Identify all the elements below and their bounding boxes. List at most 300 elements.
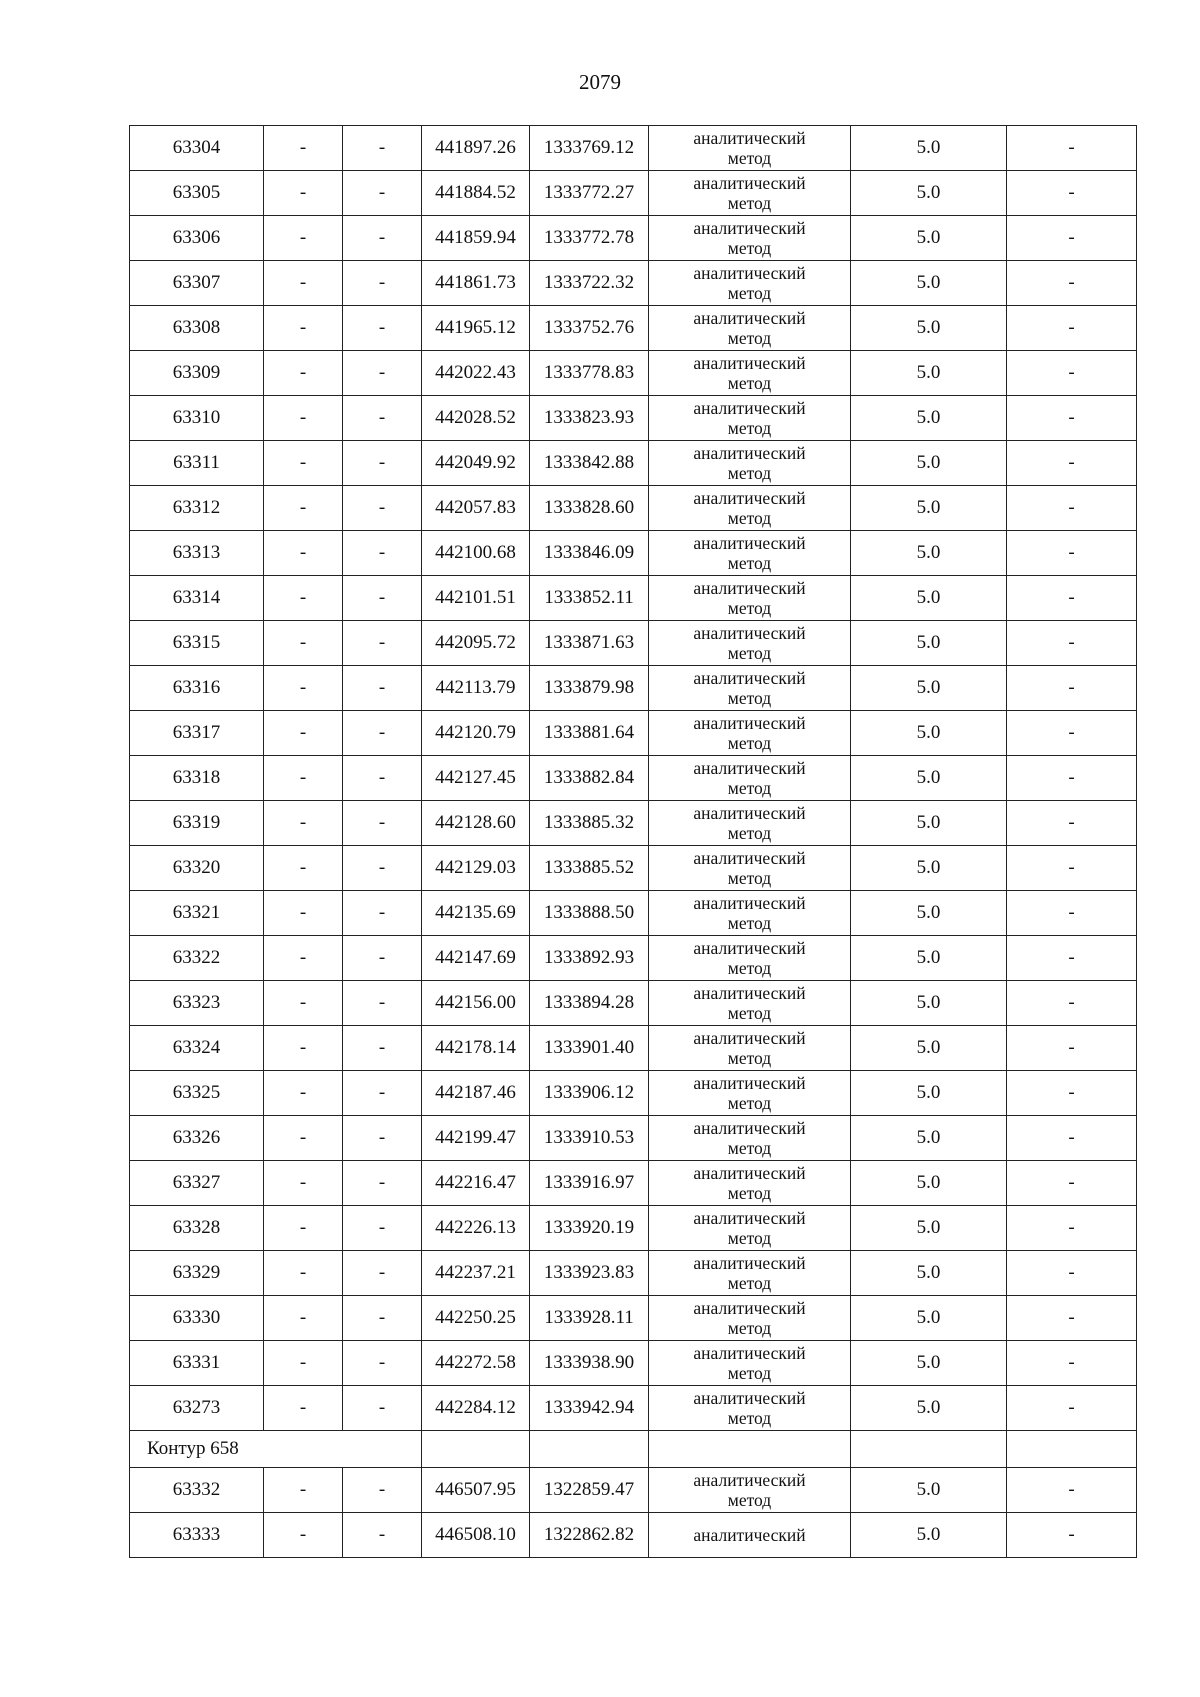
- empty-dash-cell: -: [264, 666, 343, 711]
- method-cell: [649, 756, 851, 801]
- point-number-cell: 63317: [130, 711, 264, 756]
- empty-dash-cell: -: [264, 216, 343, 261]
- x-coordinate-cell: 442028.52: [422, 396, 530, 441]
- method-line: аналитический: [693, 353, 806, 373]
- empty-dash-cell: -: [264, 936, 343, 981]
- x-coordinate-cell: 442095.72: [422, 621, 530, 666]
- y-coordinate-cell: 1333769.12: [530, 126, 649, 171]
- table-row: [130, 1251, 1137, 1296]
- method-line: аналитический: [693, 1163, 806, 1183]
- empty-dash-cell: -: [264, 1341, 343, 1386]
- accuracy-cell: 5.0: [851, 1386, 1007, 1431]
- empty-dash-cell: -: [1007, 1513, 1137, 1558]
- method-line: метод: [727, 1183, 772, 1203]
- y-coordinate-cell: 1333752.76: [530, 306, 649, 351]
- method-cell: [649, 261, 851, 306]
- method-line: аналитический: [693, 308, 806, 328]
- x-coordinate-cell: 442178.14: [422, 1026, 530, 1071]
- table-row: [130, 711, 1137, 756]
- y-coordinate-cell: 1333892.93: [530, 936, 649, 981]
- table-row: [130, 441, 1137, 486]
- table-row: [130, 621, 1137, 666]
- x-coordinate-cell: 442113.79: [422, 666, 530, 711]
- method-line: метод: [727, 1138, 772, 1158]
- empty-dash-cell: -: [343, 846, 422, 891]
- point-number-cell: 63333: [130, 1513, 264, 1558]
- method-line: аналитический: [693, 1118, 806, 1138]
- empty-dash-cell: -: [343, 306, 422, 351]
- y-coordinate-cell: 1333901.40: [530, 1026, 649, 1071]
- empty-dash-cell: -: [264, 891, 343, 936]
- method-cell: [649, 1513, 851, 1558]
- point-number-cell: 63316: [130, 666, 264, 711]
- x-coordinate-cell: 442250.25: [422, 1296, 530, 1341]
- empty-dash-cell: -: [264, 1071, 343, 1116]
- y-coordinate-cell: 1333906.12: [530, 1071, 649, 1116]
- method-line: аналитический: [693, 938, 806, 958]
- method-cell: [649, 891, 851, 936]
- method-line: аналитический: [693, 713, 806, 733]
- accuracy-cell: 5.0: [851, 306, 1007, 351]
- method-cell: [649, 216, 851, 261]
- y-coordinate-cell: 1333938.90: [530, 1341, 649, 1386]
- method-cell: [649, 1206, 851, 1251]
- point-number-cell: 63312: [130, 486, 264, 531]
- point-number-cell: 63318: [130, 756, 264, 801]
- accuracy-cell: 5.0: [851, 126, 1007, 171]
- y-coordinate-cell: 1333928.11: [530, 1296, 649, 1341]
- empty-dash-cell: -: [264, 531, 343, 576]
- method-line: метод: [727, 1408, 772, 1428]
- method-line: аналитический: [693, 668, 806, 688]
- empty-dash-cell: -: [343, 666, 422, 711]
- x-coordinate-cell: 442187.46: [422, 1071, 530, 1116]
- x-coordinate-cell: 446507.95: [422, 1468, 530, 1513]
- empty-cell: [1007, 1431, 1137, 1468]
- empty-dash-cell: -: [1007, 171, 1137, 216]
- y-coordinate-cell: 1322862.82: [530, 1513, 649, 1558]
- y-coordinate-cell: 1333879.98: [530, 666, 649, 711]
- empty-dash-cell: -: [264, 1251, 343, 1296]
- method-line: аналитический: [693, 1388, 806, 1408]
- empty-dash-cell: -: [343, 1513, 422, 1558]
- method-line: аналитический: [693, 398, 806, 418]
- empty-dash-cell: -: [1007, 1341, 1137, 1386]
- method-cell: [649, 576, 851, 621]
- table-row: [130, 531, 1137, 576]
- point-number-cell: 63328: [130, 1206, 264, 1251]
- empty-dash-cell: -: [1007, 351, 1137, 396]
- method-line: аналитический: [693, 1470, 806, 1490]
- point-number-cell: 63313: [130, 531, 264, 576]
- method-cell: [649, 441, 851, 486]
- empty-dash-cell: -: [1007, 1161, 1137, 1206]
- coordinates-table-body: [130, 126, 1137, 1558]
- empty-dash-cell: -: [264, 846, 343, 891]
- x-coordinate-cell: 442147.69: [422, 936, 530, 981]
- method-line: аналитический: [693, 263, 806, 283]
- empty-dash-cell: -: [343, 1468, 422, 1513]
- method-line: метод: [727, 193, 772, 213]
- method-line: метод: [727, 283, 772, 303]
- x-coordinate-cell: 442226.13: [422, 1206, 530, 1251]
- point-number-cell: 63319: [130, 801, 264, 846]
- method-cell: [649, 621, 851, 666]
- y-coordinate-cell: 1333882.84: [530, 756, 649, 801]
- method-cell: [649, 396, 851, 441]
- empty-dash-cell: -: [343, 531, 422, 576]
- empty-dash-cell: -: [343, 1161, 422, 1206]
- method-line: метод: [727, 148, 772, 168]
- empty-dash-cell: -: [264, 351, 343, 396]
- method-cell: [649, 486, 851, 531]
- empty-dash-cell: -: [343, 1116, 422, 1161]
- point-number-cell: 63323: [130, 981, 264, 1026]
- method-line: метод: [727, 598, 772, 618]
- empty-dash-cell: -: [1007, 1206, 1137, 1251]
- empty-dash-cell: -: [1007, 801, 1137, 846]
- point-number-cell: 63304: [130, 126, 264, 171]
- method-line: метод: [727, 733, 772, 753]
- empty-dash-cell: -: [264, 441, 343, 486]
- table-row: [130, 981, 1137, 1026]
- method-line: метод: [727, 553, 772, 573]
- method-line: аналитический: [693, 1028, 806, 1048]
- table-row: [130, 1071, 1137, 1116]
- empty-dash-cell: -: [343, 261, 422, 306]
- table-row: [130, 1206, 1137, 1251]
- method-line: аналитический: [693, 758, 806, 778]
- table-row: [130, 396, 1137, 441]
- table-row: [130, 1341, 1137, 1386]
- accuracy-cell: 5.0: [851, 1206, 1007, 1251]
- method-cell: [649, 1251, 851, 1296]
- accuracy-cell: 5.0: [851, 1116, 1007, 1161]
- method-line: аналитический: [693, 893, 806, 913]
- empty-dash-cell: -: [1007, 531, 1137, 576]
- y-coordinate-cell: 1333885.32: [530, 801, 649, 846]
- empty-dash-cell: -: [343, 1206, 422, 1251]
- x-coordinate-cell: 441884.52: [422, 171, 530, 216]
- empty-cell: [422, 1431, 530, 1468]
- y-coordinate-cell: 1333910.53: [530, 1116, 649, 1161]
- empty-dash-cell: -: [1007, 306, 1137, 351]
- empty-dash-cell: -: [264, 711, 343, 756]
- x-coordinate-cell: 442284.12: [422, 1386, 530, 1431]
- y-coordinate-cell: 1333772.78: [530, 216, 649, 261]
- x-coordinate-cell: 442100.68: [422, 531, 530, 576]
- x-coordinate-cell: 442135.69: [422, 891, 530, 936]
- empty-dash-cell: -: [264, 1513, 343, 1558]
- method-cell: [649, 1116, 851, 1161]
- method-cell: [649, 801, 851, 846]
- table-row: [130, 351, 1137, 396]
- empty-dash-cell: -: [1007, 1386, 1137, 1431]
- y-coordinate-cell: 1333894.28: [530, 981, 649, 1026]
- method-cell: [649, 1071, 851, 1116]
- empty-dash-cell: -: [264, 1468, 343, 1513]
- empty-dash-cell: -: [1007, 891, 1137, 936]
- empty-dash-cell: -: [343, 936, 422, 981]
- x-coordinate-cell: 442049.92: [422, 441, 530, 486]
- method-line: аналитический: [693, 443, 806, 463]
- table-row: [130, 1026, 1137, 1071]
- empty-dash-cell: -: [343, 711, 422, 756]
- empty-dash-cell: -: [264, 801, 343, 846]
- method-line: аналитический: [693, 623, 806, 643]
- empty-dash-cell: -: [264, 1161, 343, 1206]
- y-coordinate-cell: 1333888.50: [530, 891, 649, 936]
- y-coordinate-cell: 1333871.63: [530, 621, 649, 666]
- table-row: [130, 891, 1137, 936]
- point-number-cell: 63326: [130, 1116, 264, 1161]
- point-number-cell: 63325: [130, 1071, 264, 1116]
- method-line: аналитический: [693, 848, 806, 868]
- empty-dash-cell: -: [264, 1116, 343, 1161]
- method-cell: [649, 1026, 851, 1071]
- empty-dash-cell: -: [1007, 621, 1137, 666]
- empty-cell: [649, 1431, 851, 1468]
- accuracy-cell: 5.0: [851, 1161, 1007, 1206]
- empty-dash-cell: -: [264, 621, 343, 666]
- empty-dash-cell: -: [1007, 756, 1137, 801]
- method-cell: [649, 531, 851, 576]
- empty-dash-cell: -: [264, 306, 343, 351]
- x-coordinate-cell: 442272.58: [422, 1341, 530, 1386]
- accuracy-cell: 5.0: [851, 1251, 1007, 1296]
- empty-dash-cell: -: [264, 171, 343, 216]
- method-line: метод: [727, 1228, 772, 1248]
- x-coordinate-cell: 442216.47: [422, 1161, 530, 1206]
- method-cell: [649, 171, 851, 216]
- empty-dash-cell: -: [343, 621, 422, 666]
- method-line: метод: [727, 958, 772, 978]
- empty-dash-cell: -: [343, 1026, 422, 1071]
- empty-dash-cell: -: [1007, 486, 1137, 531]
- point-number-cell: 63324: [130, 1026, 264, 1071]
- accuracy-cell: 5.0: [851, 621, 1007, 666]
- method-line: аналитический: [693, 1343, 806, 1363]
- method-line: метод: [727, 1093, 772, 1113]
- x-coordinate-cell: 442120.79: [422, 711, 530, 756]
- accuracy-cell: 5.0: [851, 441, 1007, 486]
- method-line: метод: [727, 1273, 772, 1293]
- page-number: 2079: [579, 70, 621, 94]
- point-number-cell: 63322: [130, 936, 264, 981]
- table-row: [130, 576, 1137, 621]
- table-row: [130, 1468, 1137, 1513]
- accuracy-cell: 5.0: [851, 891, 1007, 936]
- method-cell: [649, 1341, 851, 1386]
- method-line: аналитический: [693, 1253, 806, 1273]
- empty-dash-cell: -: [343, 1071, 422, 1116]
- method-line: аналитический: [693, 1298, 806, 1318]
- y-coordinate-cell: 1333772.27: [530, 171, 649, 216]
- method-line: метод: [727, 868, 772, 888]
- empty-dash-cell: -: [1007, 1296, 1137, 1341]
- point-number-cell: 63327: [130, 1161, 264, 1206]
- empty-cell: [851, 1431, 1007, 1468]
- method-cell: [649, 711, 851, 756]
- method-line: метод: [727, 823, 772, 843]
- method-cell: [649, 351, 851, 396]
- method-line: аналитический: [693, 533, 806, 553]
- method-line: метод: [727, 1048, 772, 1068]
- section-row: [130, 1431, 1137, 1468]
- empty-dash-cell: -: [343, 351, 422, 396]
- y-coordinate-cell: 1333823.93: [530, 396, 649, 441]
- method-line: метод: [727, 778, 772, 798]
- y-coordinate-cell: 1333942.94: [530, 1386, 649, 1431]
- empty-dash-cell: -: [264, 1026, 343, 1071]
- table-row: [130, 801, 1137, 846]
- method-line: аналитический: [693, 578, 806, 598]
- empty-dash-cell: -: [343, 486, 422, 531]
- x-coordinate-cell: 441859.94: [422, 216, 530, 261]
- method-line: аналитический: [693, 983, 806, 1003]
- point-number-cell: 63315: [130, 621, 264, 666]
- empty-dash-cell: -: [264, 576, 343, 621]
- table-row: [130, 846, 1137, 891]
- y-coordinate-cell: 1333828.60: [530, 486, 649, 531]
- method-line: аналитический: [693, 218, 806, 238]
- table-row: [130, 306, 1137, 351]
- accuracy-cell: 5.0: [851, 666, 1007, 711]
- method-line: метод: [727, 328, 772, 348]
- empty-dash-cell: -: [343, 576, 422, 621]
- accuracy-cell: 5.0: [851, 1468, 1007, 1513]
- x-coordinate-cell: 442156.00: [422, 981, 530, 1026]
- empty-dash-cell: -: [1007, 936, 1137, 981]
- method-cell: [649, 1161, 851, 1206]
- table-row: [130, 216, 1137, 261]
- empty-cell: [530, 1431, 649, 1468]
- empty-dash-cell: -: [1007, 981, 1137, 1026]
- accuracy-cell: 5.0: [851, 1513, 1007, 1558]
- x-coordinate-cell: 441897.26: [422, 126, 530, 171]
- table-row: [130, 486, 1137, 531]
- accuracy-cell: 5.0: [851, 981, 1007, 1026]
- empty-dash-cell: -: [343, 756, 422, 801]
- empty-dash-cell: -: [264, 756, 343, 801]
- method-line: метод: [727, 1363, 772, 1383]
- table-row: [130, 1386, 1137, 1431]
- accuracy-cell: 5.0: [851, 1296, 1007, 1341]
- method-line: метод: [727, 238, 772, 258]
- y-coordinate-cell: 1333923.83: [530, 1251, 649, 1296]
- table-row: [130, 261, 1137, 306]
- empty-dash-cell: -: [1007, 1026, 1137, 1071]
- empty-dash-cell: -: [343, 1386, 422, 1431]
- x-coordinate-cell: 446508.10: [422, 1513, 530, 1558]
- empty-dash-cell: -: [343, 216, 422, 261]
- accuracy-cell: 5.0: [851, 261, 1007, 306]
- accuracy-cell: 5.0: [851, 576, 1007, 621]
- accuracy-cell: 5.0: [851, 801, 1007, 846]
- x-coordinate-cell: 441861.73: [422, 261, 530, 306]
- method-cell: [649, 846, 851, 891]
- method-line: аналитический: [693, 1525, 806, 1545]
- table-row: [130, 1513, 1137, 1558]
- y-coordinate-cell: 1333778.83: [530, 351, 649, 396]
- accuracy-cell: 5.0: [851, 756, 1007, 801]
- accuracy-cell: 5.0: [851, 396, 1007, 441]
- empty-dash-cell: -: [264, 396, 343, 441]
- method-line: метод: [727, 508, 772, 528]
- empty-dash-cell: -: [264, 261, 343, 306]
- point-number-cell: 63329: [130, 1251, 264, 1296]
- empty-dash-cell: -: [343, 801, 422, 846]
- method-cell: [649, 1296, 851, 1341]
- empty-dash-cell: -: [343, 1251, 422, 1296]
- method-cell: [649, 936, 851, 981]
- method-cell: [649, 1386, 851, 1431]
- method-line: метод: [727, 373, 772, 393]
- y-coordinate-cell: 1333846.09: [530, 531, 649, 576]
- table-row: [130, 126, 1137, 171]
- empty-dash-cell: -: [1007, 576, 1137, 621]
- y-coordinate-cell: 1333881.64: [530, 711, 649, 756]
- accuracy-cell: 5.0: [851, 171, 1007, 216]
- empty-dash-cell: -: [1007, 1071, 1137, 1116]
- empty-dash-cell: -: [264, 486, 343, 531]
- empty-dash-cell: -: [1007, 261, 1137, 306]
- method-line: метод: [727, 1490, 772, 1510]
- x-coordinate-cell: 442022.43: [422, 351, 530, 396]
- y-coordinate-cell: 1333916.97: [530, 1161, 649, 1206]
- section-label: Контур 658: [130, 1431, 422, 1468]
- method-line: метод: [727, 1003, 772, 1023]
- empty-dash-cell: -: [343, 171, 422, 216]
- empty-dash-cell: -: [264, 1386, 343, 1431]
- point-number-cell: 63310: [130, 396, 264, 441]
- point-number-cell: 63314: [130, 576, 264, 621]
- empty-dash-cell: -: [343, 441, 422, 486]
- point-number-cell: 63332: [130, 1468, 264, 1513]
- table-row: [130, 171, 1137, 216]
- point-number-cell: 63273: [130, 1386, 264, 1431]
- point-number-cell: 63307: [130, 261, 264, 306]
- method-line: аналитический: [693, 1073, 806, 1093]
- empty-dash-cell: -: [343, 396, 422, 441]
- method-cell: [649, 666, 851, 711]
- table-row: [130, 1296, 1137, 1341]
- method-line: метод: [727, 418, 772, 438]
- x-coordinate-cell: 441965.12: [422, 306, 530, 351]
- x-coordinate-cell: 442127.45: [422, 756, 530, 801]
- table-row: [130, 666, 1137, 711]
- method-line: метод: [727, 643, 772, 663]
- empty-dash-cell: -: [343, 891, 422, 936]
- method-cell: [649, 1468, 851, 1513]
- point-number-cell: 63309: [130, 351, 264, 396]
- method-line: аналитический: [693, 803, 806, 823]
- x-coordinate-cell: 442101.51: [422, 576, 530, 621]
- empty-dash-cell: -: [343, 1296, 422, 1341]
- y-coordinate-cell: 1333885.52: [530, 846, 649, 891]
- accuracy-cell: 5.0: [851, 216, 1007, 261]
- accuracy-cell: 5.0: [851, 1071, 1007, 1116]
- point-number-cell: 63311: [130, 441, 264, 486]
- empty-dash-cell: -: [264, 1296, 343, 1341]
- point-number-cell: 63308: [130, 306, 264, 351]
- accuracy-cell: 5.0: [851, 711, 1007, 756]
- empty-dash-cell: -: [1007, 1251, 1137, 1296]
- accuracy-cell: 5.0: [851, 846, 1007, 891]
- empty-dash-cell: -: [1007, 441, 1137, 486]
- empty-dash-cell: -: [1007, 846, 1137, 891]
- empty-dash-cell: -: [1007, 126, 1137, 171]
